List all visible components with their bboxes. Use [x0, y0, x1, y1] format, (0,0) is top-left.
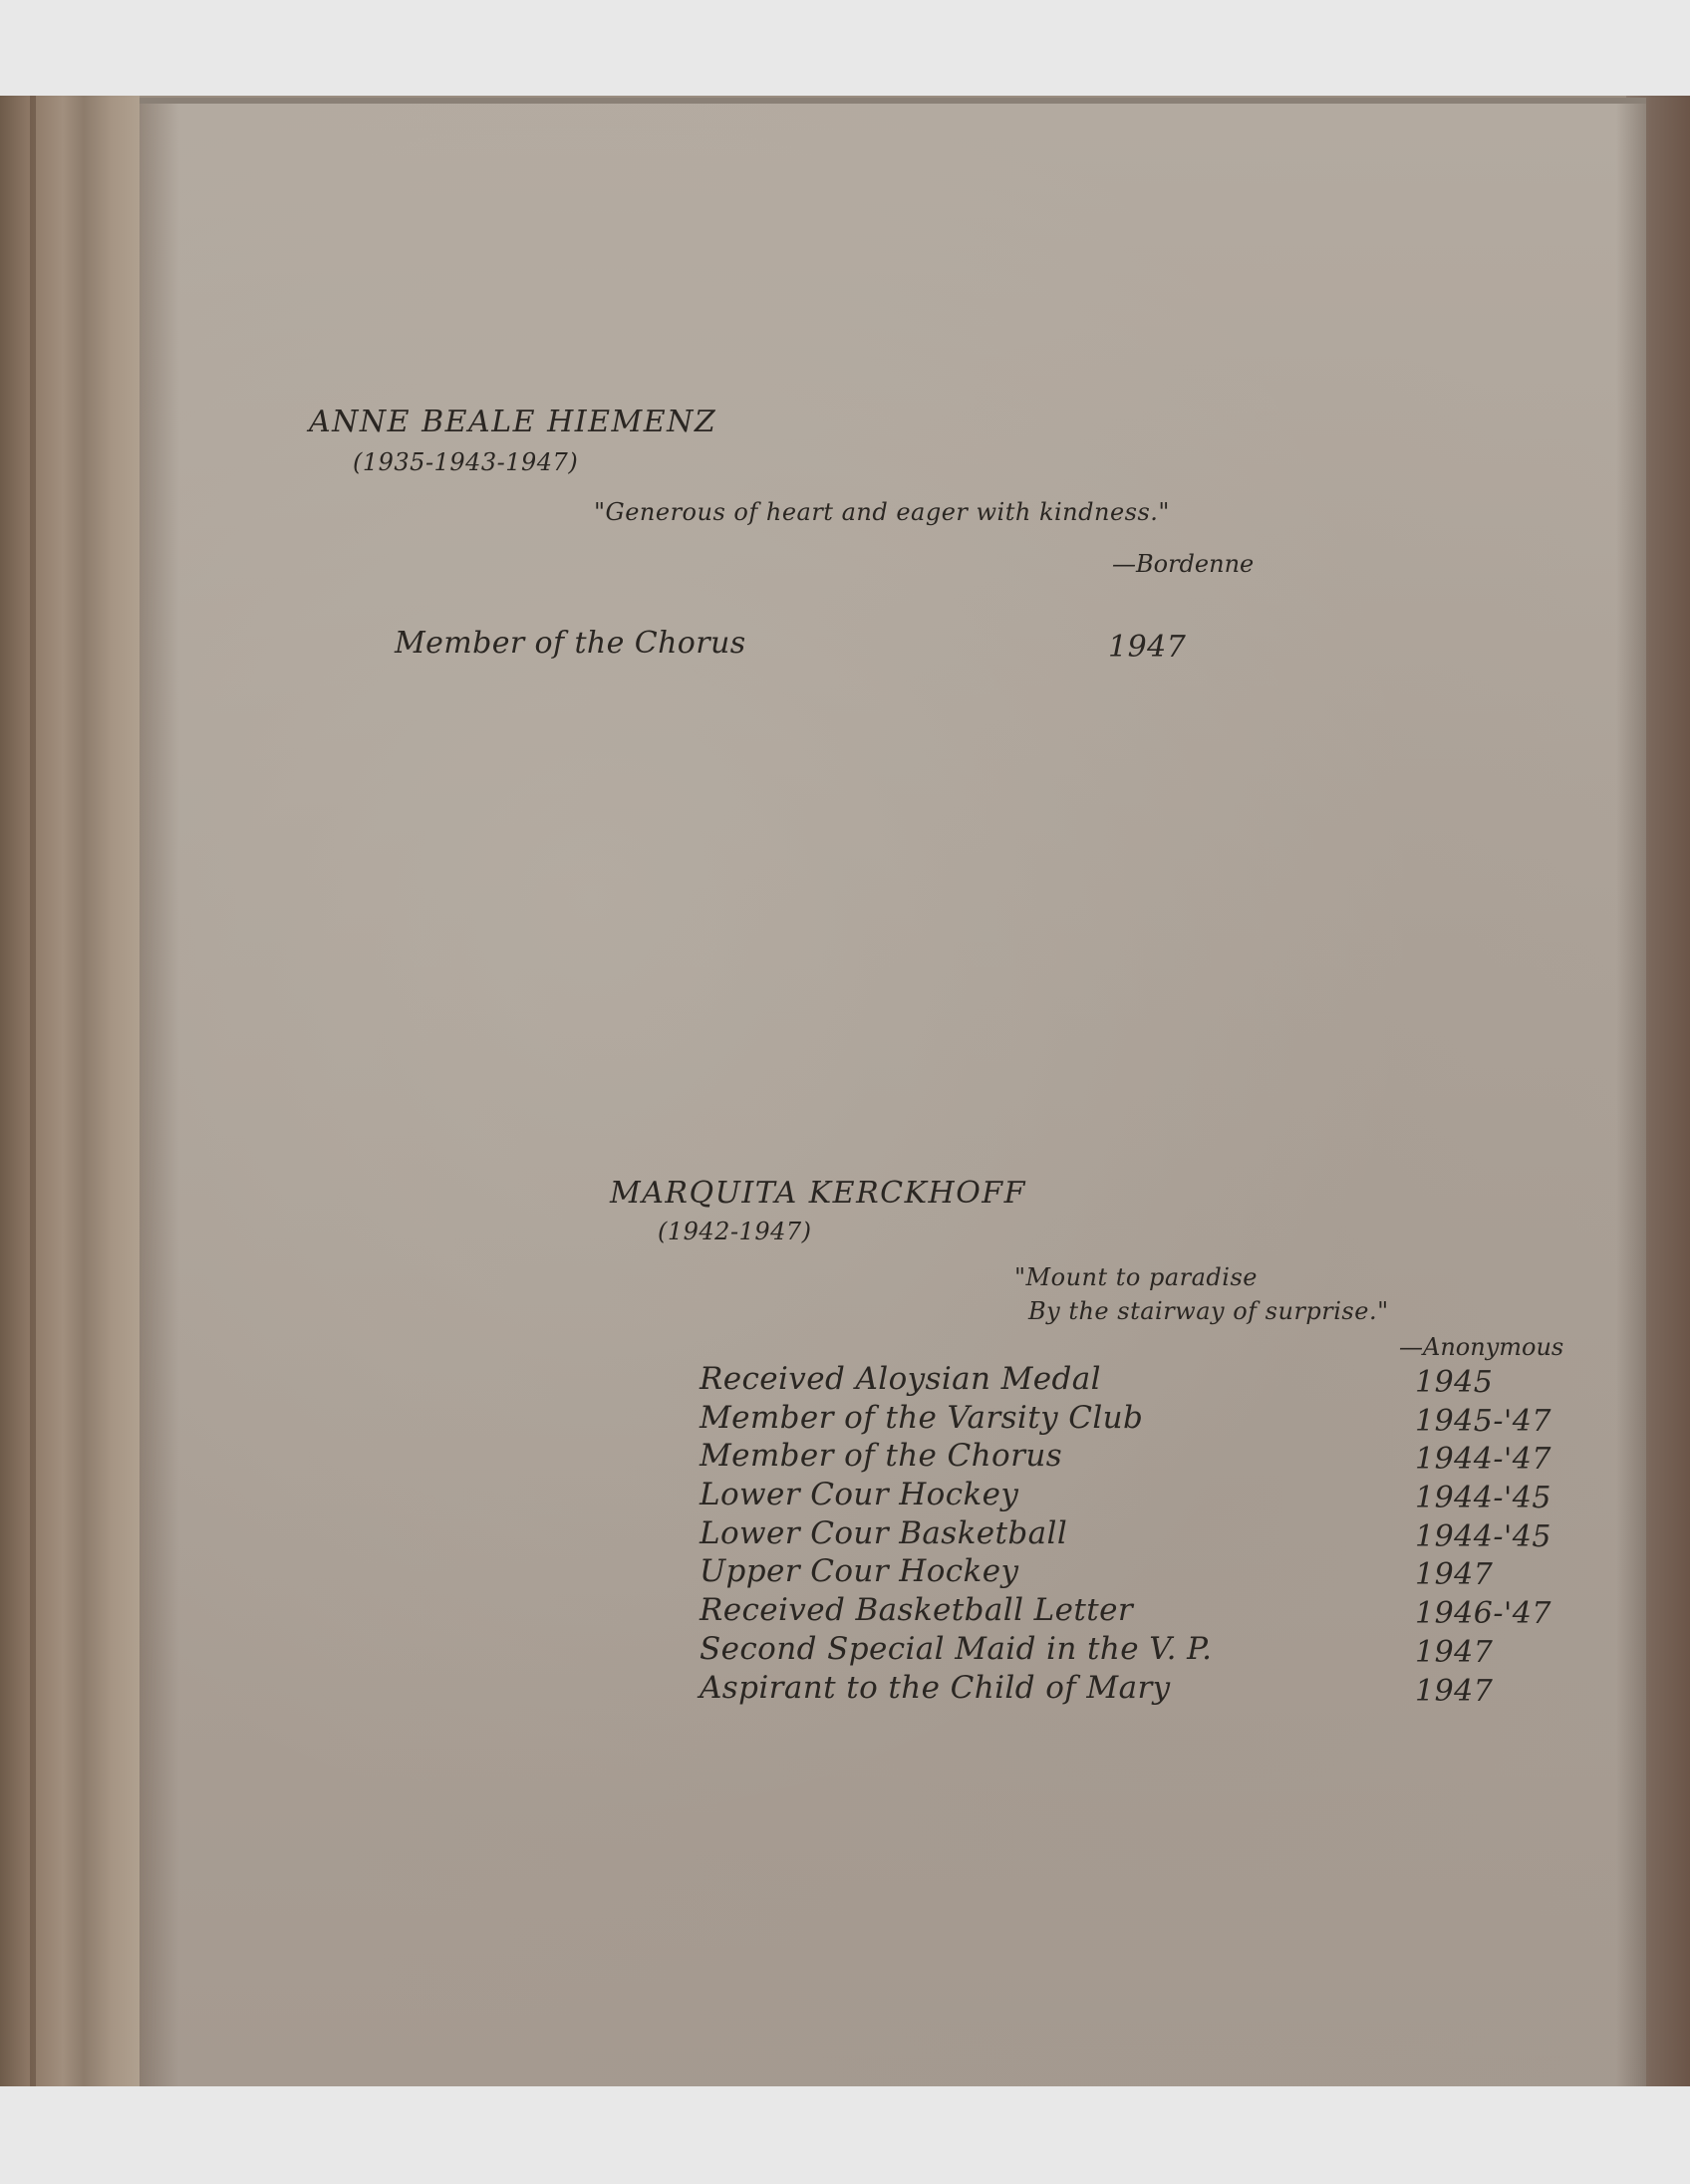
activity-row [700, 1515, 1596, 1554]
activity-label: Received Basketball Letter [700, 1592, 1134, 1629]
activity-year: 1946-'47 [1415, 1596, 1551, 1632]
activity-label: Member of the Chorus [700, 1438, 1063, 1475]
activity-label: Aspirant to the Child of Mary [700, 1669, 1171, 1706]
activities-list [700, 1361, 1596, 1708]
activity-row [700, 1438, 1596, 1477]
activity-year: 1944-'45 [1415, 1481, 1551, 1516]
student-quote-line: "Mount to paradise [1014, 1263, 1258, 1291]
student-years: (1942-1947) [658, 1218, 812, 1245]
activity-row [700, 1592, 1596, 1631]
activity-label: Lower Cour Hockey [700, 1477, 1019, 1513]
activity-year: 1945 [1415, 1365, 1494, 1400]
quote-attribution: —Bordenne [1112, 550, 1255, 578]
activity-year: 1944-'45 [1415, 1518, 1551, 1554]
activity-label: Member of the Varsity Club [700, 1399, 1144, 1436]
activity-label: Second Special Maid in the V. P. [700, 1630, 1213, 1667]
student-quote-line: By the stairway of surprise." [1028, 1297, 1389, 1325]
activity-label: Member of the Chorus [395, 626, 746, 661]
activity-row [700, 1477, 1596, 1515]
activity-label: Lower Cour Basketball [700, 1514, 1068, 1551]
activity-year: 1944-'47 [1415, 1442, 1551, 1478]
activity-year: 1947 [1415, 1673, 1494, 1709]
activity-row [700, 1553, 1596, 1592]
activity-label: Upper Cour Hockey [700, 1553, 1019, 1590]
scanned-book-spread [0, 96, 1690, 2086]
activity-row [700, 1631, 1596, 1670]
page-gutter-shadow [140, 104, 179, 2086]
book-binding [0, 96, 140, 2086]
activity-row [700, 1361, 1596, 1400]
page-edge-shadow [1616, 104, 1646, 2086]
activity-label: Received Aloysian Medal [700, 1361, 1101, 1397]
activity-year: 1947 [1415, 1634, 1494, 1670]
yearbook-page [140, 98, 1646, 2086]
activity-year: 1947 [1415, 1557, 1494, 1593]
student-years: (1935-1943-1947) [353, 448, 579, 476]
student-name: ANNE BEALE HIEMENZ [309, 405, 717, 439]
student-name: MARQUITA KERCKHOFF [610, 1176, 1026, 1211]
student-quote: "Generous of heart and eager with kindness." [594, 498, 1170, 526]
activity-row [700, 1670, 1596, 1709]
activity-year: 1947 [1108, 630, 1187, 665]
quote-attribution: —Anonymous [1399, 1333, 1564, 1361]
activity-year: 1945-'47 [1415, 1403, 1551, 1439]
activity-row [700, 1400, 1596, 1439]
